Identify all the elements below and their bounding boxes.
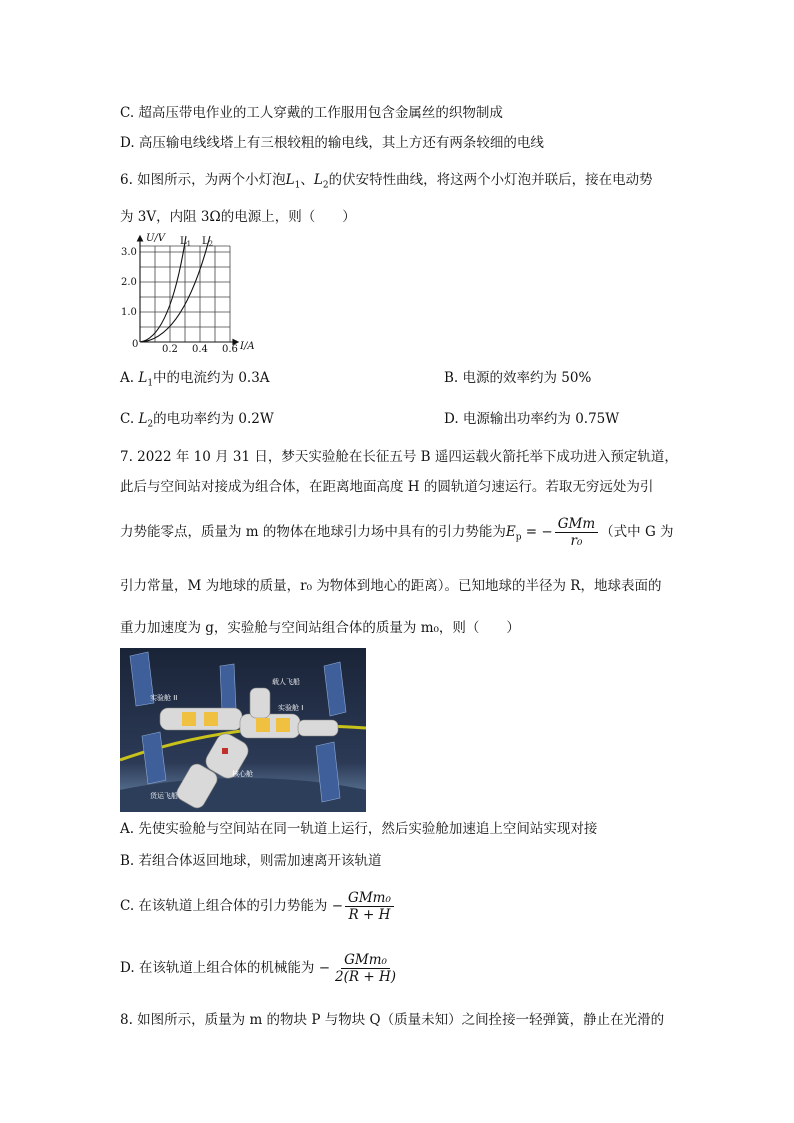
q7-option-c: C. 在该轨道上组合体的引力势能为 − $\frac{\text{GMm₀}}{R + H}$ (120, 886, 396, 926)
y-tick-2: 2.0 (121, 277, 137, 288)
q7-option-a: A. 先使实验舱与空间站在同一轨道上运行，然后实验舱加速追上空间站实现对接 (120, 821, 598, 837)
y-tick-3: 3.0 (121, 247, 137, 258)
x-tick-0.4: 0.4 (192, 344, 208, 354)
space-station-photo (120, 648, 366, 812)
q7-stem-line5: 重力加速度为 g，实验舱与空间站组合体的质量为 m₀，则（ ） (120, 620, 520, 636)
iv-characteristic-graph (118, 232, 268, 354)
q6-option-c: C. $L_2$的电功率约为 0.2W (120, 411, 274, 430)
q7-stem-line2: 此后与空间站对接成为组合体，在距离地面高度 H 的圆轨道匀速运行。若取无穷远处为引 (120, 479, 654, 495)
q7-stem-line3: 力势能零点，质量为 m 的物体在地球引力场中具有的引力势能为$E_p$ = − $\frac{\text{GMm}}{\text{r₀}}$ （式中 G 为 (120, 516, 674, 549)
graph-grid (140, 246, 230, 342)
q5-option-d: D. 高压输电线线塔上有三根较粗的输电线，其上方还有两条较细的电线 (120, 135, 544, 151)
q6-stem-line1: 6. 如图所示，为两个小灯泡$L_1$、$L_2$的伏安特性曲线，将这两个小灯泡并联后，接在电动势 (120, 172, 653, 191)
q6-stem-line2: 为 3V，内阻 3Ω的电源上，则（ ） (120, 209, 356, 225)
label-lab-module-2: 实验舱 II (150, 694, 178, 702)
q6-option-d: D. 电源输出功率约为 0.75W (444, 411, 620, 427)
q7-option-b: B. 若组合体返回地球，则需加速离开该轨道 (120, 853, 382, 869)
y-tick-1: 1.0 (121, 307, 137, 318)
y-axis-label: U/V (146, 233, 166, 244)
label-crew-ship: 载人飞船 (272, 678, 300, 686)
curve-l1-label: $L_1$ (180, 236, 192, 248)
q5-option-c: C. 超高压带电作业的工人穿戴的工作服用包含金属丝的织物制成 (120, 105, 503, 121)
x-axis-label: I/A (240, 341, 255, 352)
label-lab-module-1: 实验舱 I (278, 704, 304, 712)
q8-stem-line1: 8. 如图所示，质量为 m 的物块 P 与物块 Q（质量未知）之间拴接一轻弹簧，静止在光滑的 (120, 1012, 665, 1028)
x-tick-0.6: 0.6 (222, 344, 238, 354)
q6-option-b: B. 电源的效率约为 50% (444, 370, 592, 386)
q7-option-d: D. 在该轨道上组合体的机械能为 − $\frac{\text{GMm₀}}{2(R + H)}$ (120, 952, 396, 985)
label-core-module: 核心舱 (232, 770, 253, 778)
q7-stem-line1: 7. 2022 年 10 月 31 日，梦天实验舱在长征五号 B 遥四运载火箭托举下成功进入预定轨道， (120, 449, 678, 465)
label-cargo-ship: 货运飞船 (150, 792, 178, 800)
curve-l2-label: $L_2$ (202, 236, 214, 248)
origin-label: 0 (132, 339, 139, 350)
q7-stem-line4: 引力常量，M 为地球的质量，r₀ 为物体到地心的距离）。已知地球的半径为 R，地球表面的 (120, 578, 662, 594)
x-tick-0.2: 0.2 (162, 344, 178, 354)
q6-option-a: A. $L_1$中的电流约为 0.3A (120, 370, 270, 389)
